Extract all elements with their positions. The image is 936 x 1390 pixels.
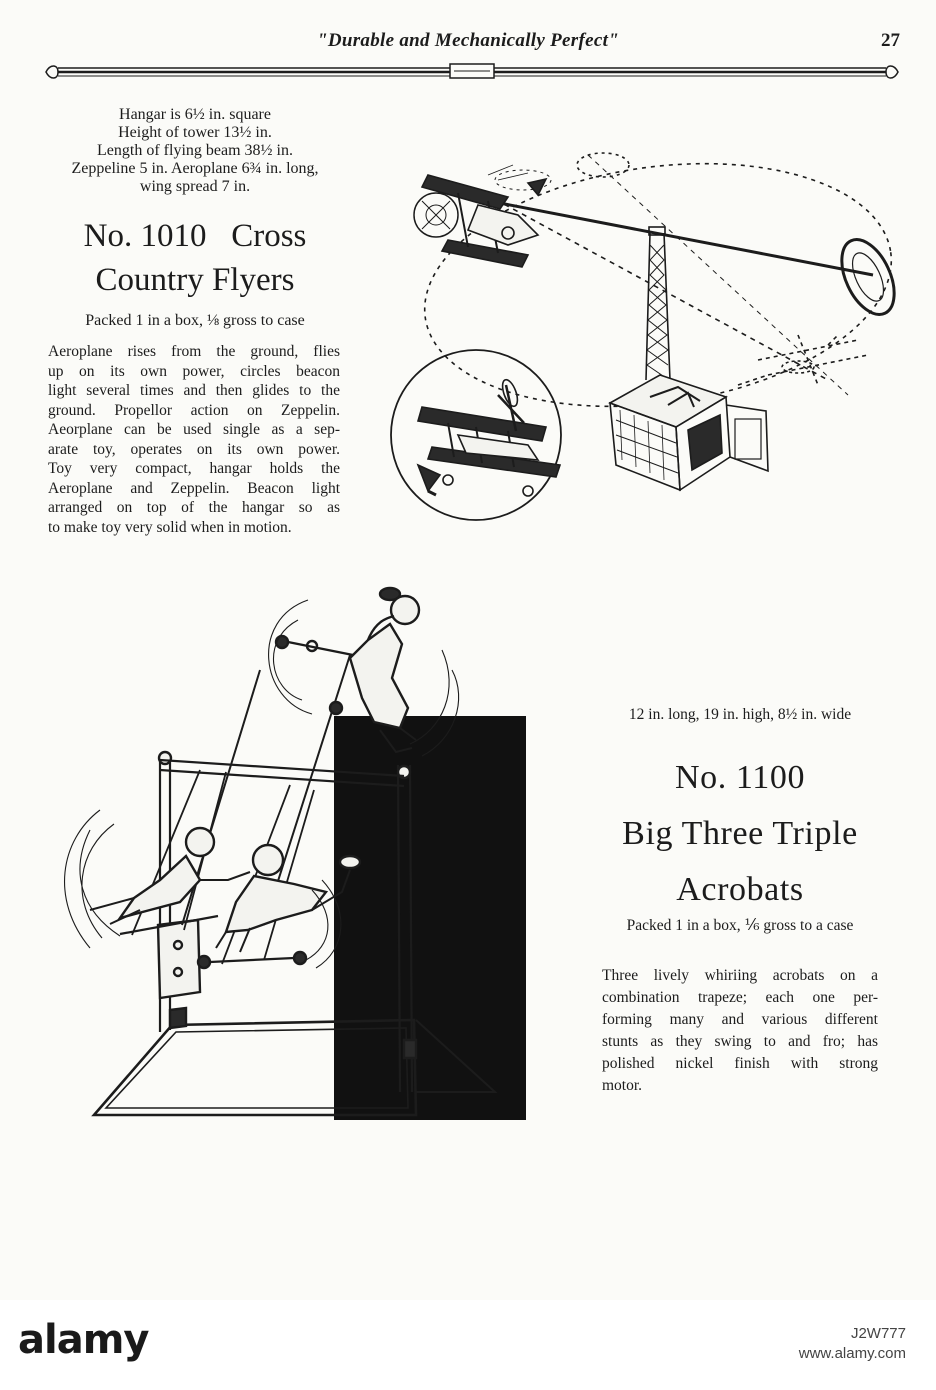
page-header bbox=[0, 30, 936, 54]
spec-line: Length of flying beam 38½ in. bbox=[97, 142, 293, 159]
item2-title bbox=[560, 750, 920, 918]
description-line: motor. bbox=[602, 1077, 643, 1094]
spec-line: Height of tower 13½ in. bbox=[118, 124, 272, 141]
description-line: polished nickel finish with strong bbox=[602, 1055, 878, 1072]
description-line: arate toy, operates on its own power. bbox=[48, 440, 340, 458]
description-line: light several times and then glides to the bbox=[48, 382, 340, 399]
description-line: ground. Propellor action on Zeppelin. bbox=[48, 401, 340, 419]
description-line: Aeorplane can be used single as a sep- bbox=[48, 421, 340, 438]
image-id-code: J2W777 bbox=[850, 1325, 906, 1342]
stock-url: www.alamy.com bbox=[798, 1345, 906, 1362]
page-number: 27 bbox=[881, 30, 900, 51]
spec-line: wing spread 7 in. bbox=[139, 178, 251, 195]
ornamental-rule bbox=[44, 62, 900, 80]
triple-acrobats-illustration bbox=[50, 580, 540, 1160]
alamy-logo: alamy bbox=[18, 1317, 149, 1363]
description-line: Three lively whiriing acrobats on a bbox=[602, 967, 878, 984]
cross-country-flyers-illustration bbox=[388, 135, 908, 530]
item1-specs bbox=[30, 106, 360, 196]
running-title: "Durable and Mechanically Perfect" bbox=[316, 30, 619, 51]
spec-line: Hangar is 6½ in. square bbox=[119, 106, 271, 123]
item2-dimensions: 12 in. long, 19 in. high, 8½ in. wide bbox=[628, 706, 852, 723]
description-line: combination trapeze; each one per- bbox=[602, 989, 878, 1006]
description-line: stunts as they swing to and fro; has bbox=[602, 1033, 878, 1050]
item1-title-line: Country Flyers bbox=[95, 262, 295, 298]
description-line: Toy very compact, hangar holds the bbox=[48, 460, 340, 477]
item2-description bbox=[602, 965, 878, 1097]
description-line: up on its own power, circles beacon bbox=[48, 362, 340, 380]
description-line: Aeroplane and Zeppelin. Beacon light bbox=[48, 479, 340, 497]
description-line: to make toy very solid when in motion. bbox=[48, 518, 292, 536]
description-line: forming many and various different bbox=[602, 1011, 878, 1028]
description-line: arranged on top of the hangar so as bbox=[48, 499, 340, 516]
item1-title bbox=[20, 214, 370, 302]
item2-packing: Packed 1 in a box, ⅙ gross to a case bbox=[626, 917, 854, 934]
description-line: Aeroplane rises from the ground, flies bbox=[48, 343, 340, 360]
item1-packing: Packed 1 in a box, ⅛ gross to case bbox=[85, 312, 305, 329]
item2-title-line: Acrobats bbox=[676, 871, 804, 908]
item1-title-line: No. 1010 Cross bbox=[83, 218, 307, 254]
item2-title-line: Big Three Triple bbox=[622, 815, 858, 852]
item1-description bbox=[48, 342, 340, 537]
item2-title-line: No. 1100 bbox=[674, 759, 806, 796]
spec-line: Zeppeline 5 in. Aeroplane 6¾ in. long, bbox=[71, 160, 319, 177]
image-id bbox=[799, 1324, 906, 1364]
